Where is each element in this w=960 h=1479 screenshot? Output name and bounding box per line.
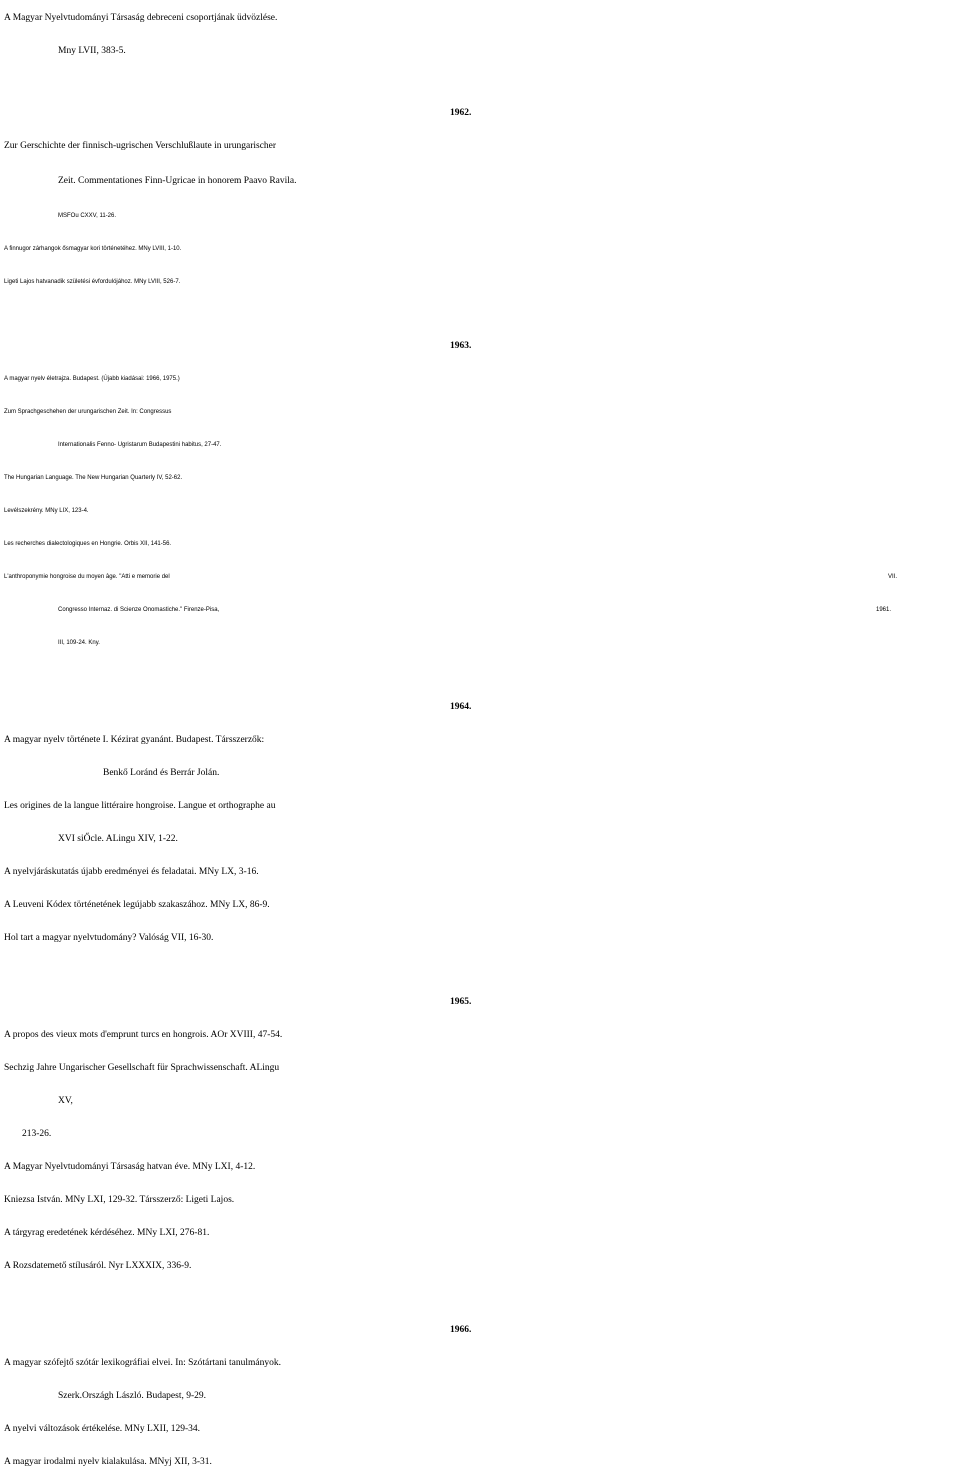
entry-segment: 1961. [876, 607, 892, 613]
entry-line: A finnugor zárhangok ősmagyar kori történetéhez. MNy LVIII, 1-10. [4, 246, 182, 252]
entry-line: Les origines de la langue littéraire hongroise. Langue et orthographe au [4, 801, 276, 811]
entry-line: 213-26. [22, 1129, 52, 1139]
entry-line: A magyar nyelv története I. Kézirat gyanánt. Budapest. Társszerzők: [4, 735, 265, 745]
entry-line: Hol tart a magyar nyelvtudomány? Valóság VII, 16-30. [4, 933, 214, 943]
entry-line: Zeit. Commentationes Finn-Ugricae in honorem Paavo Ravila. [58, 176, 297, 186]
entry-line: MSFOu CXXV, 11-26. [58, 213, 117, 219]
entry-line: A propos des vieux mots d'emprunt turcs en hongrois. AOr XVIII, 47-54. [4, 1030, 283, 1040]
entry-line: Zum Sprachgeschehen der urungarischen Zeit. In: Congressus [4, 409, 172, 415]
entry-segment: VII. [888, 574, 898, 580]
entry-line: A tárgyrag eredetének kérdéséhez. MNy LXI, 276-81. [4, 1228, 210, 1238]
year-heading-1963: 1963. [450, 341, 472, 351]
entry-line: XV, [58, 1096, 73, 1106]
entry-line: A magyar szófejtő szótár lexikográfiai elvei. In: Szótártani tanulmányok. [4, 1358, 281, 1368]
entry-line: XVI siŐcle. ALingu XIV, 1-22. [58, 834, 178, 844]
entry-line: A Leuveni Kódex történetének legújabb szakaszához. MNy LX, 86-9. [4, 900, 270, 910]
entry-line: A Magyar Nyelvtudományi Társaság debreceni csoportjának üdvözlése. [4, 13, 278, 23]
year-heading-1966: 1966. [450, 1325, 472, 1335]
entry-line: Internationalis Fenno- Ugristarum Budapestini habitus, 27-47. [58, 442, 222, 448]
entry-line: Kniezsa István. MNy LXI, 129-32. Társszerző: Ligeti Lajos. [4, 1195, 235, 1205]
entry-line: A magyar irodalmi nyelv kialakulása. MNyj XII, 3-31. [4, 1457, 212, 1467]
entry-line: Sechzig Jahre Ungarischer Gesellschaft für Sprachwissenschaft. ALingu [4, 1063, 280, 1073]
entry-line: Mny LVII, 383-5. [58, 46, 126, 56]
entry-line: III, 109-24. Kny. [58, 640, 100, 646]
year-heading-1962: 1962. [450, 108, 472, 118]
entry-line: A Rozsdatemető stílusáról. Nyr LXXXIX, 336-9. [4, 1261, 192, 1271]
entry-line: A nyelvi változások értékelése. MNy LXII, 129-34. [4, 1424, 201, 1434]
year-heading-1965: 1965. [450, 997, 472, 1007]
entry-line: Les recherches dialectologiques en Hongrie. Orbis XII, 141-56. [4, 541, 172, 547]
entry-line: Levélszekrény. MNy LIX, 123-4. [4, 508, 89, 514]
year-heading-1964: 1964. [450, 702, 472, 712]
entry-line: A magyar nyelv életrajza. Budapest. (Újabb kiadásai: 1966, 1975.) [4, 376, 180, 382]
entry-line: The Hungarian Language. The New Hungarian Quarterly IV, 52-62. [4, 475, 183, 481]
entry-line: Zur Gerschichte der finnisch-ugrischen Verschlußlaute in urungarischer [4, 141, 277, 151]
entry-line: Benkő Loránd és Berrár Jolán. [103, 768, 220, 778]
entry-line: Szerk.Országh László. Budapest, 9-29. [58, 1391, 207, 1401]
entry-line: Ligeti Lajos hatvanadik születési évfordulójához. MNy LVIII, 526-7. [4, 279, 181, 285]
entry-line: A Magyar Nyelvtudományi Társaság hatvan éve. MNy LXI, 4-12. [4, 1162, 256, 1172]
entry-segment: Congresso Internaz. di Scienze Onomastiche." Firenze-Pisa, [58, 607, 220, 613]
entry-segment: L'anthroponymie hongroise du moyen âge. "Atti e memorie del [4, 574, 170, 580]
entry-line: A nyelvjáráskutatás újabb eredményei és feladatai. MNy LX, 3-16. [4, 867, 259, 877]
